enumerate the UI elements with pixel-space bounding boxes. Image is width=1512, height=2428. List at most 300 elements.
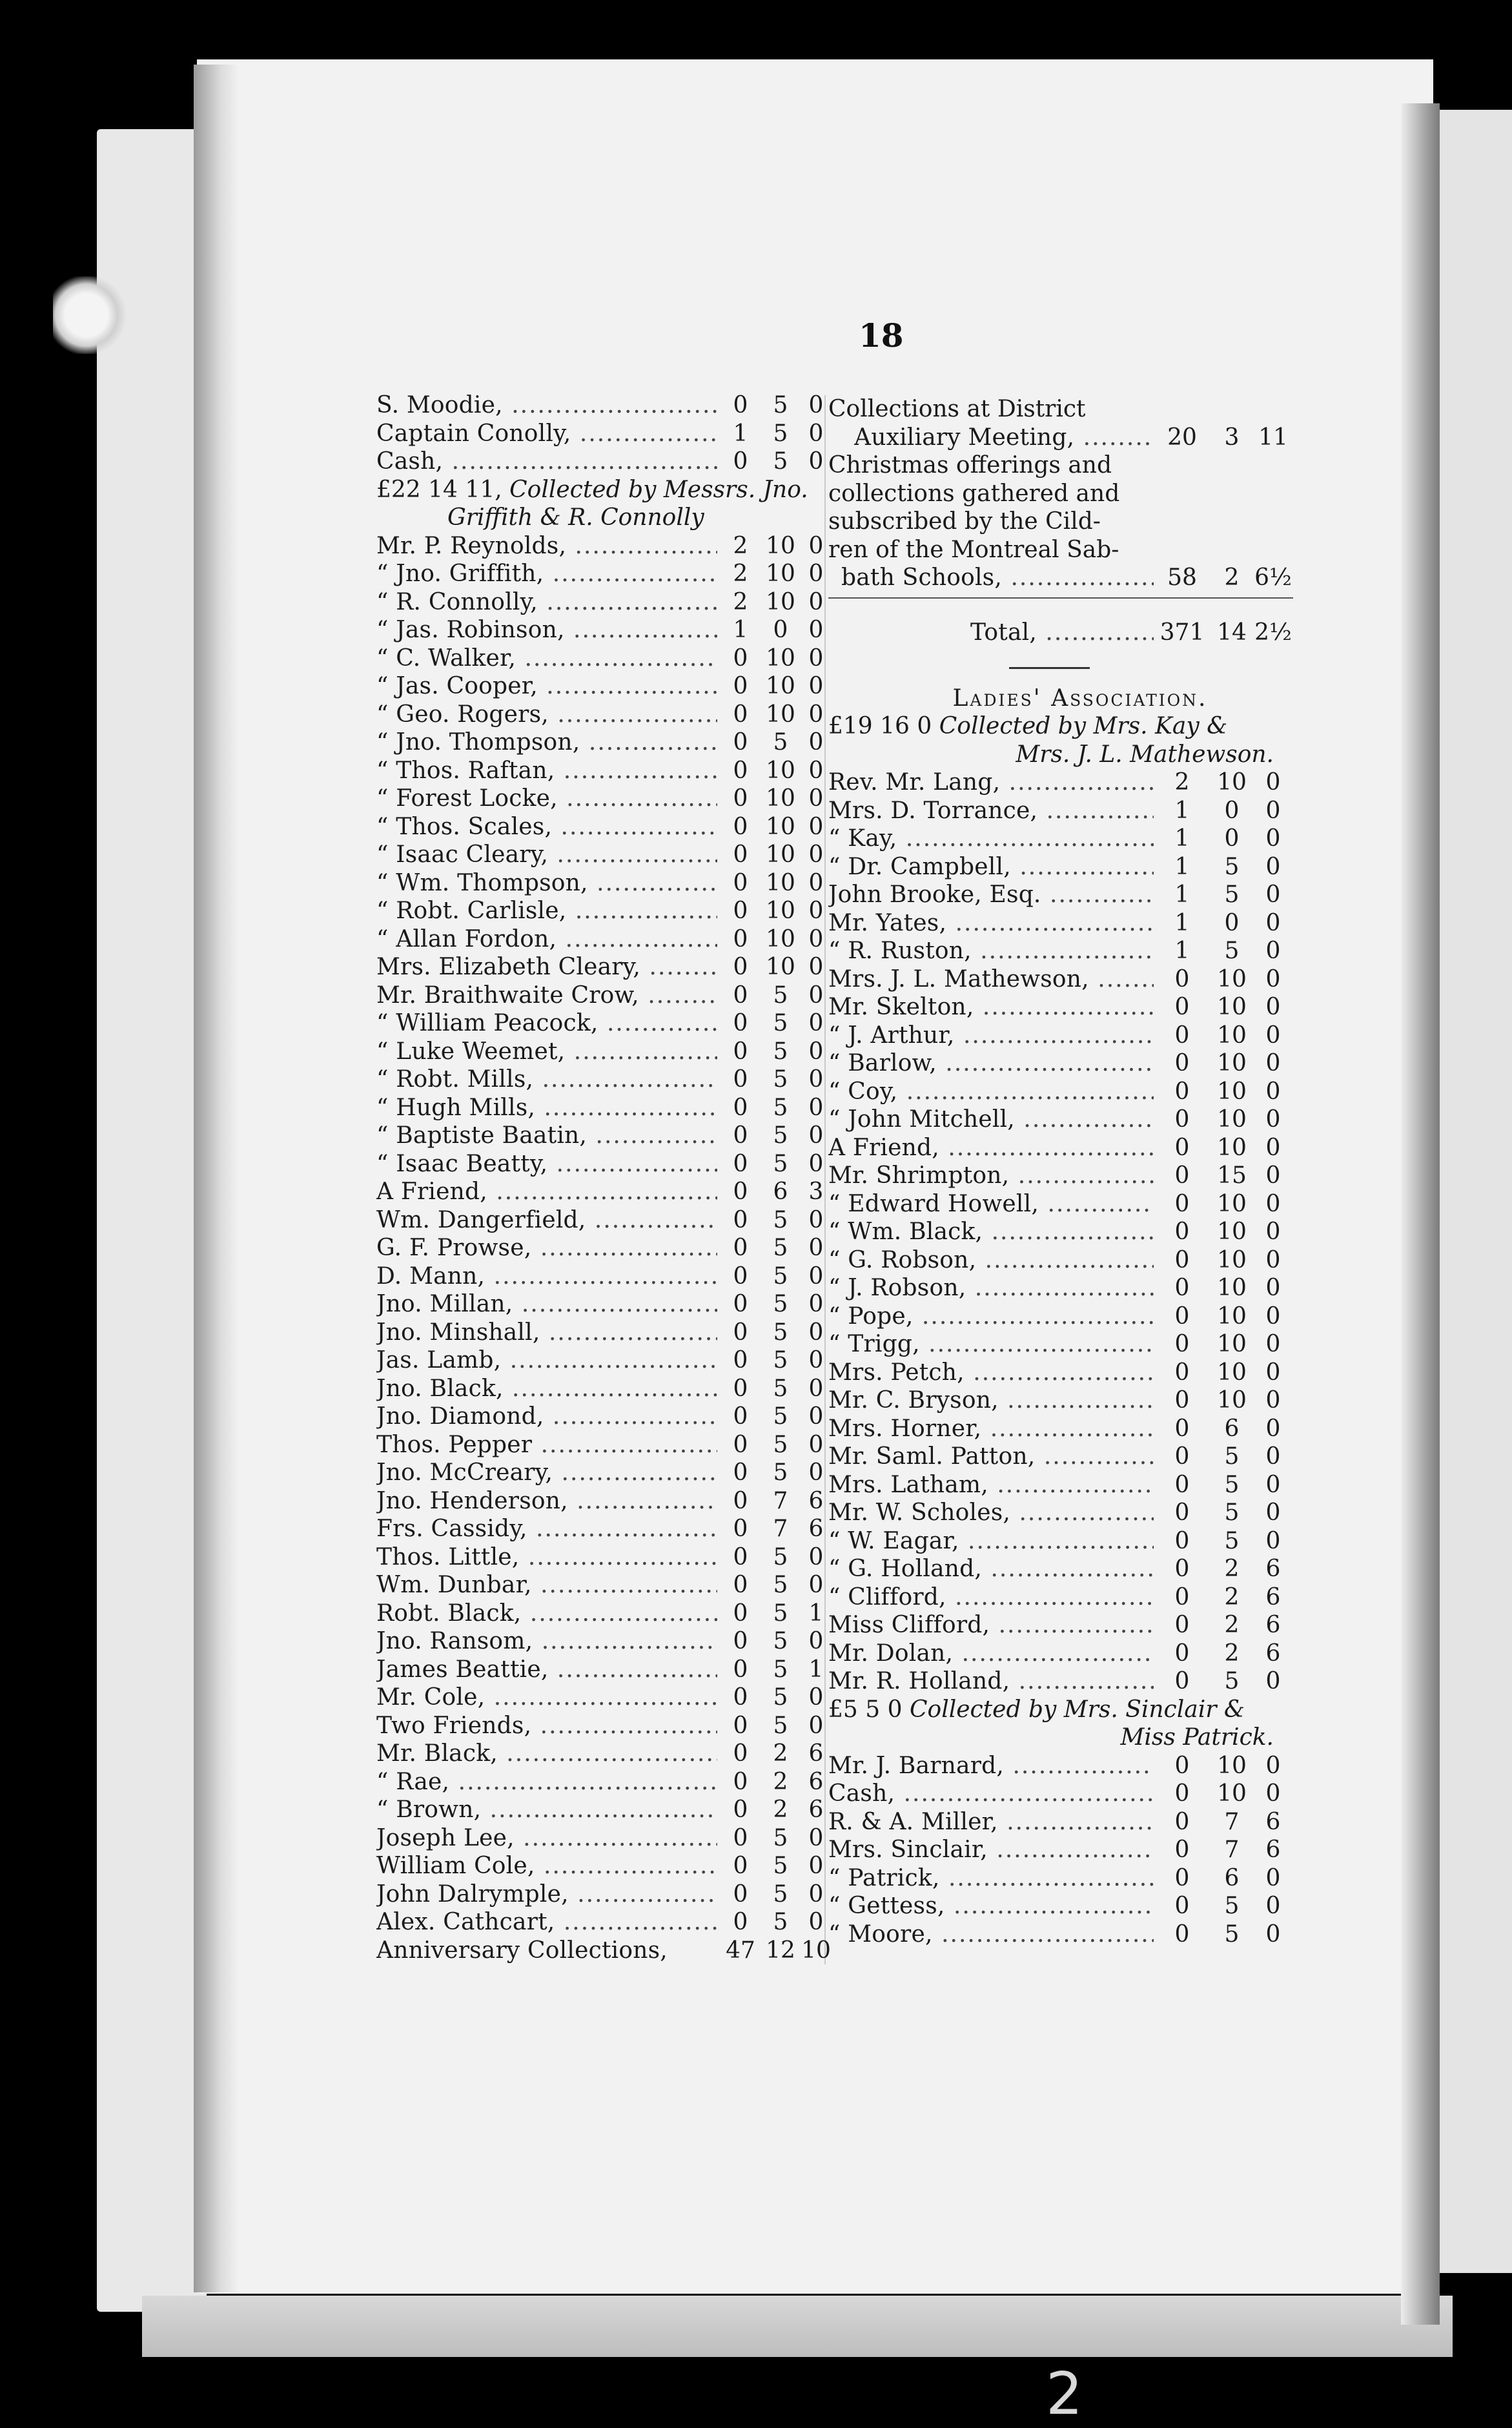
donor-row [376, 616, 835, 644]
donor-row [828, 1415, 1293, 1443]
amount-pence: 0 [1265, 1246, 1281, 1273]
amount-shillings: 10 [766, 869, 795, 896]
donor-name: “ Clifford, ..... [828, 1584, 1154, 1610]
amount-pounds: 0 [1174, 1752, 1190, 1779]
amount-shillings: 0 [773, 617, 788, 644]
amount-pence: 0 [1265, 1387, 1281, 1414]
amount-pence: 6½ [1254, 564, 1292, 592]
donor-row [376, 813, 835, 841]
amount-pounds: 0 [1174, 1612, 1190, 1639]
amount-shillings: 10 [1217, 769, 1247, 796]
amount-pence: 0 [808, 925, 824, 952]
amount-pounds: 0 [1174, 1668, 1190, 1695]
amount-shillings: 12 [766, 1937, 795, 1964]
amount-pounds: 0 [733, 1291, 748, 1318]
amount-shillings: 5 [1224, 1920, 1240, 1948]
donor-row [828, 1359, 1293, 1387]
amount-pence: 0 [808, 588, 824, 615]
amount-shillings: 10 [766, 898, 795, 925]
donor-name: “ J. Arthur, ..... [828, 1022, 1154, 1049]
donor-name: Joseph Lee, ..... [376, 1825, 717, 1851]
donor-row [376, 757, 835, 785]
amount-pounds: 0 [1174, 1836, 1190, 1864]
amount-shillings: 5 [773, 1066, 788, 1093]
amount-pence: 0 [808, 701, 824, 728]
donor-name: Mrs. Horner, ..... [828, 1415, 1154, 1442]
amount-pence: 0 [808, 1122, 824, 1149]
donor-row [828, 1302, 1293, 1331]
donor-name: Mr. Black, ..... [376, 1740, 717, 1767]
amount-shillings: 5 [773, 1291, 788, 1318]
entry-name: Anniversary Collections, [376, 1937, 668, 1964]
donor-name: Mr. W. Scholes, ..... [828, 1499, 1154, 1526]
amount-shillings: 15 [1217, 1162, 1247, 1189]
amount-pounds: 1 [1174, 853, 1190, 880]
amount-pence: 0 [1265, 1668, 1281, 1695]
amount-pence: 0 [1265, 1190, 1281, 1217]
donor-name: Mr. J. Barnard, ..... [828, 1753, 1154, 1779]
donor-name: R. & A. Miller, ..... [828, 1809, 1154, 1835]
amount-shillings: 10 [1217, 1246, 1247, 1273]
amount-shillings: 10 [766, 925, 795, 952]
amount-pence: 0 [808, 448, 824, 475]
donor-row [828, 768, 1293, 797]
donor-name: “ Robt. Carlisle, ..... [376, 898, 717, 924]
amount-pence: 0 [808, 1909, 824, 1936]
amount-shillings: 5 [773, 1347, 788, 1374]
donor-name: Jno. Diamond, ..... [376, 1403, 717, 1430]
donor-row [828, 1808, 1293, 1836]
total-row [828, 604, 1293, 655]
amount-shillings: 2 [1224, 564, 1240, 592]
donor-name: Jno. Henderson, ..... [376, 1488, 717, 1514]
amount-pounds: 0 [1174, 1134, 1190, 1161]
donor-row [828, 1780, 1293, 1808]
donor-row [828, 1640, 1293, 1668]
group-collector-line-1: Collected by Messrs. Jno. [509, 476, 808, 503]
donor-name: “ G. Robson, ..... [828, 1247, 1154, 1273]
amount-pounds: 0 [733, 982, 748, 1009]
amount-pounds: 0 [733, 1712, 748, 1739]
amount-pounds: 0 [733, 1319, 748, 1346]
donor-row [376, 532, 835, 561]
donor-row [376, 1346, 835, 1375]
donor-row [376, 1683, 835, 1712]
amount-pence: 11 [1258, 424, 1288, 451]
amount-pence: 0 [1265, 994, 1281, 1021]
amount-pence: 0 [1265, 1106, 1281, 1133]
amount-pounds: 1 [733, 617, 748, 644]
amount-pounds: 58 [1167, 564, 1197, 592]
amount-shillings: 10 [1217, 1190, 1247, 1217]
donor-row [376, 1712, 835, 1740]
amount-pounds: 0 [733, 925, 748, 952]
donor-row [828, 1274, 1293, 1302]
amount-pounds: 1 [1174, 825, 1190, 852]
donor-row [828, 937, 1293, 965]
donor-name: “ Robt. Mills, ..... [376, 1066, 717, 1093]
donor-name: “ Pope, ..... [828, 1303, 1154, 1330]
text-line: subscribed by the Cild- [828, 508, 1101, 535]
amount-pence: 0 [1265, 1302, 1281, 1330]
amount-pounds: 0 [1174, 1583, 1190, 1610]
amount-pounds: 0 [733, 1880, 748, 1908]
amount-pence: 0 [1265, 1022, 1281, 1049]
donor-name: D. Mann, ..... [376, 1263, 717, 1290]
amount-pounds: 0 [733, 1684, 748, 1711]
donor-name: “ Jno. Griffith, ..... [376, 561, 717, 587]
donor-name: Jno. McCreary, ..... [376, 1459, 717, 1486]
donor-row [376, 1290, 835, 1319]
amount-pence: 0 [808, 420, 824, 447]
amount-shillings: 5 [773, 448, 788, 475]
amount-pence: 6 [808, 1516, 824, 1543]
amount-shillings: 5 [773, 1038, 788, 1065]
donor-row [376, 1824, 835, 1853]
donor-name: S. Moodie, ..... [376, 392, 717, 418]
donor-name: “ Thos. Raftan, ..... [376, 757, 717, 784]
donor-row [376, 1796, 835, 1824]
donor-name: Mrs. Petch, ..... [828, 1359, 1154, 1386]
amount-pounds: 0 [1174, 1443, 1190, 1470]
donor-row [376, 560, 835, 588]
amount-shillings: 5 [773, 1375, 788, 1402]
amount-pounds: 0 [733, 1347, 748, 1374]
amount-pence: 1 [808, 1600, 824, 1627]
donor-name: Jno. Millan, ..... [376, 1291, 717, 1317]
donor-row [376, 644, 835, 673]
donor-name: G. F. Prowse, ..... [376, 1235, 717, 1261]
donor-row [376, 1403, 835, 1431]
group-heading-sinclair [828, 1696, 1293, 1752]
amount-pence: 0 [808, 1347, 824, 1374]
donor-row [828, 1443, 1293, 1471]
paper-speck [53, 276, 127, 354]
donor-name: “ Patrick, ..... [828, 1865, 1154, 1891]
donor-name: Rev. Mr. Lang, ..... [828, 769, 1154, 796]
amount-pounds: 2 [733, 588, 748, 615]
amount-shillings: 5 [773, 982, 788, 1009]
amount-pence: 0 [808, 729, 824, 756]
amount-pence: 0 [808, 1319, 824, 1346]
amount-pence: 0 [808, 1431, 824, 1458]
left-top-rows [376, 391, 835, 476]
amount-pence: 2½ [1254, 619, 1292, 646]
amount-shillings: 7 [1224, 1836, 1240, 1864]
donor-row [828, 1190, 1293, 1219]
amount-shillings: 10 [1217, 1022, 1247, 1049]
amount-pence: 0 [808, 617, 824, 644]
donor-name: Mrs. Sinclair, ..... [828, 1836, 1154, 1863]
donor-name: Mrs. Latham, ..... [828, 1472, 1154, 1498]
amount-shillings: 5 [1224, 1527, 1240, 1554]
amount-pounds: 0 [733, 869, 748, 896]
amount-pounds: 2 [733, 532, 748, 559]
donor-row [376, 1065, 835, 1094]
amount-shillings: 5 [773, 1853, 788, 1880]
amount-pence: 0 [1265, 1893, 1281, 1920]
donor-name: Mr. Braithwaite Crow, ..... [376, 982, 717, 1009]
group-heading-griffith [376, 476, 835, 532]
amount-pounds: 0 [1174, 1162, 1190, 1189]
amount-shillings: 5 [1224, 938, 1240, 965]
amount-pence: 0 [1265, 1920, 1281, 1948]
donor-row [376, 1431, 835, 1459]
amount-pounds: 0 [733, 1516, 748, 1543]
amount-pence: 0 [808, 1712, 824, 1739]
amount-pounds: 0 [1174, 1920, 1190, 1948]
group-heading-kay [828, 712, 1293, 768]
amount-pounds: 0 [733, 954, 748, 981]
group-sum: £22 14 11, [376, 476, 502, 503]
amount-shillings: 10 [766, 673, 795, 700]
donor-name: Mr. Yates, ..... [828, 910, 1154, 936]
donor-name: A Friend, ..... [828, 1135, 1154, 1161]
donor-name: Miss Clifford, ..... [828, 1612, 1154, 1638]
donor-name: Mr. Cole, ..... [376, 1684, 717, 1711]
right-donor-list-2 [828, 1752, 1293, 1949]
donor-row [376, 701, 835, 729]
donor-row [828, 797, 1293, 825]
amount-shillings: 2 [773, 1796, 788, 1824]
amount-pounds: 0 [733, 898, 748, 925]
donor-name: Two Friends, ..... [376, 1713, 717, 1739]
amount-pence: 6 [808, 1487, 824, 1514]
donor-row [828, 1134, 1293, 1162]
donor-name: “ Brown, ..... [376, 1796, 717, 1823]
donor-row [376, 1234, 835, 1262]
donor-name: “ Geo. Rogers, ..... [376, 701, 717, 728]
amount-shillings: 10 [1217, 1275, 1247, 1302]
amount-pounds: 0 [733, 1235, 748, 1262]
amount-pounds: 0 [733, 701, 748, 728]
donor-row [376, 1094, 835, 1122]
amount-pounds: 0 [1174, 994, 1190, 1021]
donor-row [828, 881, 1293, 909]
amount-pounds: 0 [733, 1206, 748, 1233]
donor-row [828, 1667, 1293, 1696]
donor-row [828, 1892, 1293, 1920]
amount-shillings: 10 [1217, 1219, 1247, 1246]
donor-row [828, 909, 1293, 938]
amount-pounds: 0 [733, 841, 748, 869]
amount-pence: 3 [808, 1178, 824, 1206]
amount-pounds: 0 [1174, 1331, 1190, 1358]
donor-row [376, 1262, 835, 1291]
amount-pence: 0 [1265, 938, 1281, 965]
donor-name: Mr. Skelton, ..... [828, 994, 1154, 1020]
amount-pounds: 0 [1174, 1275, 1190, 1302]
left-donor-list [376, 532, 835, 1937]
donor-name: Mrs. Elizabeth Cleary, ..... [376, 954, 717, 980]
donor-row [828, 1499, 1293, 1527]
district-collections [828, 395, 1293, 451]
donor-row [828, 853, 1293, 881]
amount-shillings: 5 [1224, 853, 1240, 880]
donor-row [828, 1920, 1293, 1949]
amount-shillings: 5 [1224, 1443, 1240, 1470]
amount-shillings: 10 [1217, 1106, 1247, 1133]
donor-row [376, 1459, 835, 1487]
amount-pence: 6 [1265, 1640, 1281, 1667]
amount-shillings: 5 [1224, 1893, 1240, 1920]
text-line: ren of the Montreal Sab- [828, 536, 1119, 563]
donor-name: “ Barlow, ..... [828, 1050, 1154, 1076]
amount-pence: 0 [808, 841, 824, 869]
right-leaf [1440, 110, 1512, 2273]
donor-row [376, 672, 835, 701]
total-label: Total, ..... [970, 619, 1154, 646]
donor-row [828, 1864, 1293, 1893]
donor-name: “ Allan Fordon, ..... [376, 926, 717, 952]
amount-shillings: 5 [773, 1262, 788, 1290]
donor-row [828, 1583, 1293, 1612]
amount-shillings: 10 [1217, 1752, 1247, 1779]
amount-shillings: 14 [1217, 619, 1247, 646]
donor-row [828, 1527, 1293, 1556]
donor-name: “ William Peacock, ..... [376, 1010, 717, 1036]
amount-shillings: 5 [773, 1656, 788, 1683]
donor-row [376, 1656, 835, 1684]
donor-name: Mrs. D. Torrance, ..... [828, 797, 1154, 824]
amount-pence: 0 [808, 1403, 824, 1430]
amount-shillings: 5 [773, 1684, 788, 1711]
donor-name: Alex. Cathcart, ..... [376, 1909, 717, 1935]
donor-row [828, 1049, 1293, 1078]
amount-pounds: 0 [733, 1656, 748, 1683]
amount-pence: 0 [808, 1235, 824, 1262]
amount-pounds: 0 [733, 1853, 748, 1880]
amount-pounds: 0 [1174, 1780, 1190, 1807]
amount-pence: 0 [808, 1094, 824, 1121]
right-page-edge [1401, 103, 1440, 2325]
donor-name: “ C. Walker, ..... [376, 645, 717, 672]
donor-row [376, 897, 835, 925]
amount-pounds: 0 [1174, 1219, 1190, 1246]
donor-row [828, 1836, 1293, 1864]
amount-pounds: 0 [733, 644, 748, 672]
amount-pence: 6 [1265, 1556, 1281, 1583]
amount-pence: 0 [808, 1375, 824, 1402]
group-collector-line-2: Griffith & R. Connolly [447, 504, 704, 531]
amount-shillings: 7 [773, 1487, 788, 1514]
amount-shillings: 10 [766, 813, 795, 840]
donor-name: “ G. Holland, ..... [828, 1556, 1154, 1582]
amount-pence: 0 [808, 1150, 824, 1177]
amount-pounds: 0 [1174, 1640, 1190, 1667]
amount-pounds: 0 [733, 1909, 748, 1936]
amount-pounds: 0 [733, 1487, 748, 1514]
amount-shillings: 2 [773, 1740, 788, 1767]
donor-name: “ Rae, ..... [376, 1769, 717, 1795]
amount-pence: 0 [808, 1010, 824, 1037]
donor-name: Wm. Dangerfield, ..... [376, 1207, 717, 1233]
amount-shillings: 2 [1224, 1612, 1240, 1639]
donor-name: Jas. Lamb, ..... [376, 1347, 717, 1373]
amount-pence: 6 [808, 1740, 824, 1767]
district-line-2: Auxiliary Meeting, ..... [854, 424, 1154, 451]
text-line: collections gathered and [828, 480, 1120, 507]
amount-shillings: 10 [766, 757, 795, 784]
amount-pence: 0 [808, 644, 824, 672]
amount-pence: 0 [808, 898, 824, 925]
donor-name: Jno. Ransom, ..... [376, 1628, 717, 1654]
amount-shillings: 10 [1217, 994, 1247, 1021]
donor-name: “ Kay, ..... [828, 825, 1154, 852]
amount-pence: 0 [808, 1459, 824, 1487]
amount-pence: 0 [1265, 797, 1281, 824]
amount-pounds: 0 [1174, 1106, 1190, 1133]
amount-pounds: 0 [1174, 1527, 1190, 1554]
donor-name: “ J. Robson, ..... [828, 1275, 1154, 1301]
amount-pence: 6 [1265, 1583, 1281, 1610]
donor-name: “ Thos. Scales, ..... [376, 814, 717, 840]
donor-row [376, 1908, 835, 1937]
page-number: 18 [859, 316, 904, 355]
amount-pounds: 0 [1174, 1556, 1190, 1583]
donor-name: “ Coy, ..... [828, 1078, 1154, 1105]
group-sum: £19 16 0 [828, 713, 932, 739]
donor-name: A Friend, ..... [376, 1178, 717, 1205]
donor-name: “ Dr. Campbell, ..... [828, 854, 1154, 880]
donor-name: “ Jas. Robinson, ..... [376, 617, 717, 643]
amount-pence: 0 [1265, 1752, 1281, 1779]
amount-pence: 0 [1265, 1134, 1281, 1161]
amount-pounds: 0 [1174, 1499, 1190, 1527]
amount-shillings: 5 [773, 1824, 788, 1851]
amount-shillings: 5 [1224, 1499, 1240, 1527]
donor-row [376, 953, 835, 982]
amount-pounds: 0 [733, 1178, 748, 1206]
donor-name: “ Isaac Cleary, ..... [376, 841, 717, 868]
amount-pence: 0 [808, 1853, 824, 1880]
donor-name: Thos. Pepper ..... [376, 1432, 717, 1458]
amount-shillings: 2 [1224, 1556, 1240, 1583]
amount-pence: 0 [808, 982, 824, 1009]
amount-shillings: 10 [1217, 1050, 1247, 1077]
amount-pence: 10 [801, 1937, 831, 1964]
group-sum: £5 5 0 [828, 1696, 903, 1723]
group-collector-line-2: Mrs. J. L. Mathewson. [1016, 741, 1274, 768]
amount-shillings: 10 [1217, 1387, 1247, 1414]
amount-pence: 6 [1265, 1836, 1281, 1864]
donor-row [376, 869, 835, 898]
christmas-last-line: bath Schools, ..... [841, 564, 1154, 591]
amount-pence: 0 [1265, 825, 1281, 852]
amount-pence: 0 [808, 1824, 824, 1851]
amount-shillings: 5 [1224, 1668, 1240, 1695]
amount-pounds: 0 [733, 1431, 748, 1458]
donor-name: “ Wm. Thompson, ..... [376, 870, 717, 896]
amount-pence: 0 [808, 1291, 824, 1318]
amount-pence: 0 [1265, 1780, 1281, 1807]
donor-row [376, 1627, 835, 1656]
amount-shillings: 5 [773, 1459, 788, 1487]
donor-name: Mr. Saml. Patton, ..... [828, 1443, 1154, 1470]
amount-pounds: 0 [733, 1262, 748, 1290]
amount-pence: 1 [808, 1656, 824, 1683]
amount-pounds: 1 [1174, 881, 1190, 909]
amount-shillings: 0 [1224, 825, 1240, 852]
donor-row [376, 1571, 835, 1600]
amount-shillings: 6 [1224, 1415, 1240, 1442]
district-line-1: Collections at District [828, 396, 1086, 422]
amount-pence: 0 [1265, 1275, 1281, 1302]
ladies-association-heading: Ladies' Association. [952, 684, 1208, 712]
amount-shillings: 5 [1224, 1471, 1240, 1498]
amount-shillings: 5 [773, 1122, 788, 1149]
donor-name: “ Jno. Thompson, ..... [376, 729, 717, 756]
